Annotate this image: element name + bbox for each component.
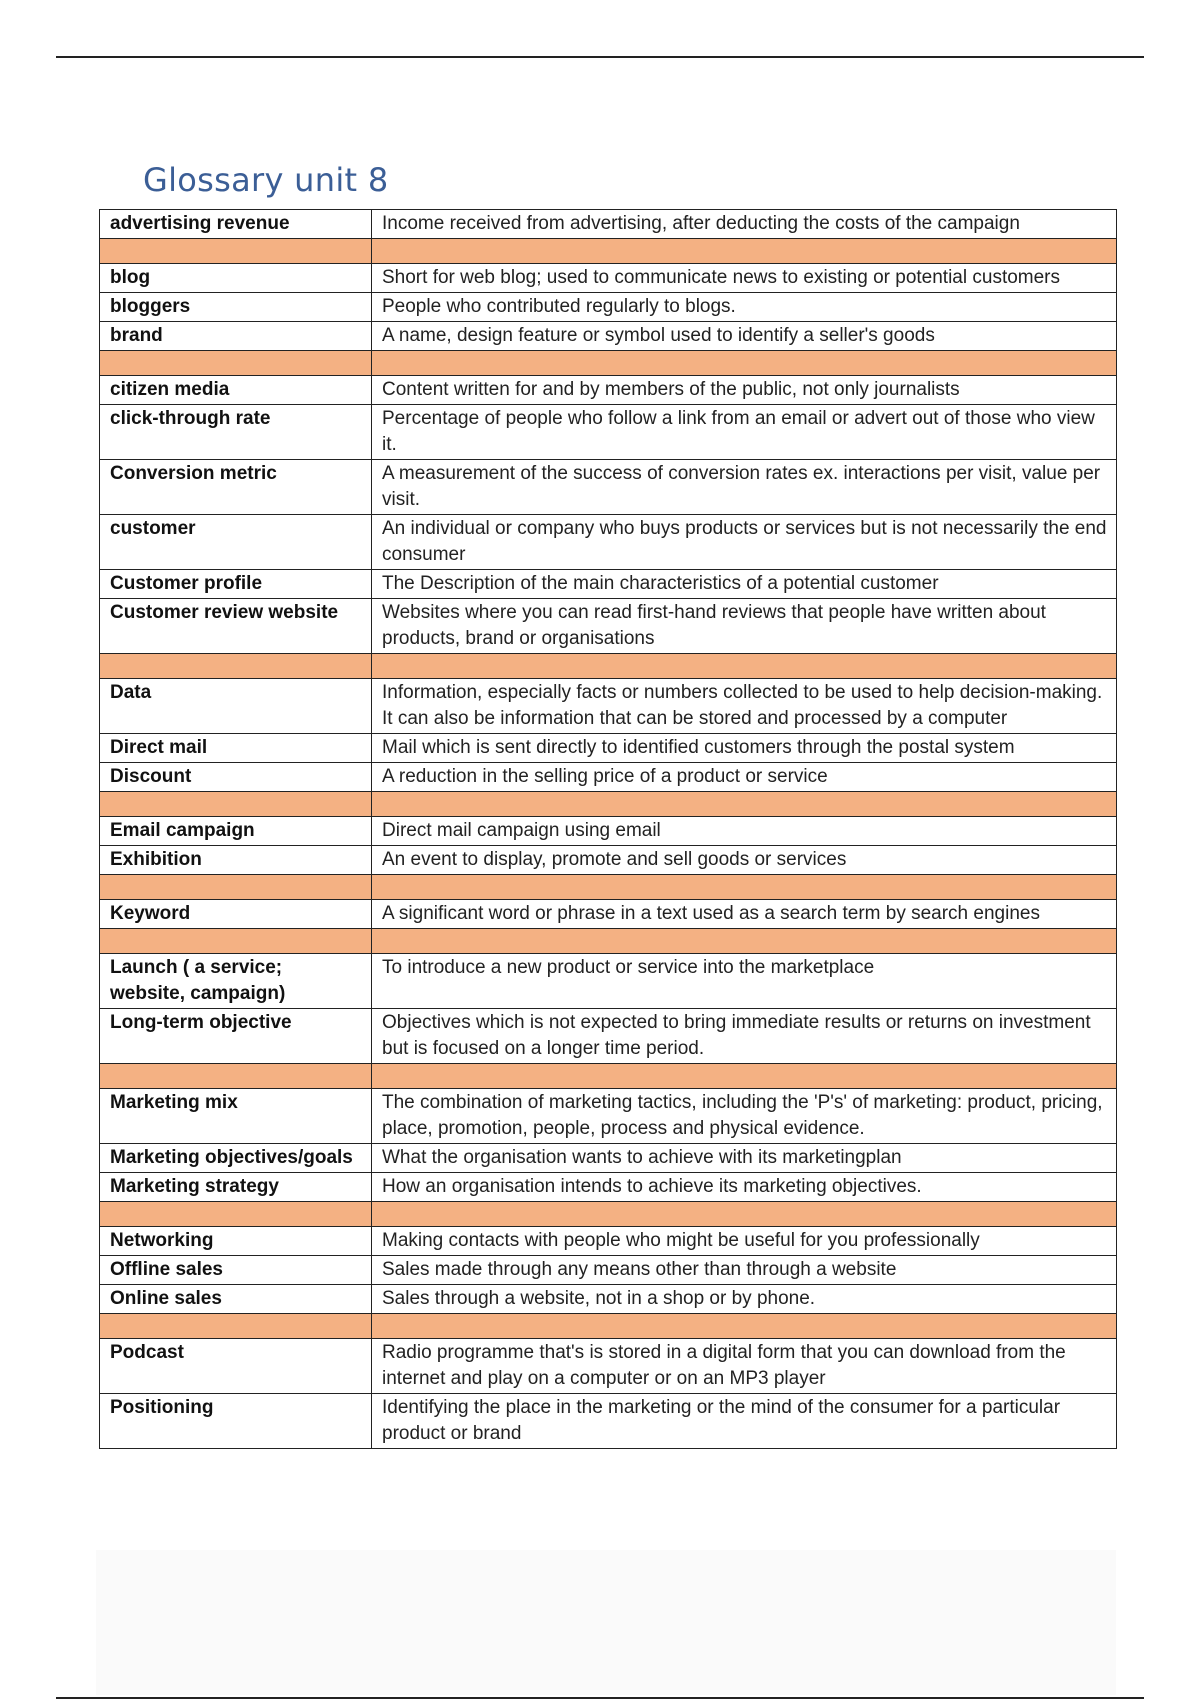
table-row	[100, 1173, 1117, 1202]
glossary-term: Keyword	[100, 900, 372, 929]
separator-cell	[100, 1314, 372, 1339]
glossary-definition: Short for web blog; used to communicate news to existing or potential customers	[372, 264, 1117, 293]
separator-cell	[372, 239, 1117, 264]
section-separator	[100, 929, 1117, 954]
table-row	[100, 599, 1117, 654]
table-row	[100, 1256, 1117, 1285]
section-separator	[100, 1314, 1117, 1339]
glossary-term: customer	[100, 515, 372, 570]
glossary-definition: Information, especially facts or numbers collected to be used to help decision-making. It can also be information that can be stored and processed by a computer	[372, 679, 1117, 734]
glossary-definition: The combination of marketing tactics, including the 'P's' of marketing: product, pricing, place, promotion, people, process and physical evidence.	[372, 1089, 1117, 1144]
separator-cell	[100, 929, 372, 954]
table-row	[100, 515, 1117, 570]
section-separator	[100, 351, 1117, 376]
glossary-term: Marketing strategy	[100, 1173, 372, 1202]
glossary-term: Data	[100, 679, 372, 734]
section-separator	[100, 239, 1117, 264]
glossary-term: Customer profile	[100, 570, 372, 599]
glossary-term: Offline sales	[100, 1256, 372, 1285]
separator-cell	[372, 351, 1117, 376]
glossary-definition: Mail which is sent directly to identified customers through the postal system	[372, 734, 1117, 763]
glossary-body	[100, 210, 1117, 1449]
glossary-definition: How an organisation intends to achieve its marketing objectives.	[372, 1173, 1117, 1202]
table-row	[100, 900, 1117, 929]
table-row	[100, 264, 1117, 293]
glossary-term: Long-term objective	[100, 1009, 372, 1064]
separator-cell	[100, 654, 372, 679]
section-separator	[100, 1064, 1117, 1089]
glossary-term: Direct mail	[100, 734, 372, 763]
glossary-definition: Content written for and by members of the public, not only journalists	[372, 376, 1117, 405]
glossary-definition: An individual or company who buys products or services but is not necessarily the end consumer	[372, 515, 1117, 570]
section-separator	[100, 792, 1117, 817]
table-row	[100, 679, 1117, 734]
separator-cell	[372, 792, 1117, 817]
glossary-table	[99, 209, 1117, 1449]
section-separator	[100, 654, 1117, 679]
table-row	[100, 1009, 1117, 1064]
glossary-definition: What the organisation wants to achieve with its marketingplan	[372, 1144, 1117, 1173]
glossary-term: citizen media	[100, 376, 372, 405]
section-separator	[100, 1202, 1117, 1227]
section-separator	[100, 875, 1117, 900]
glossary-term: Launch ( a service; website, campaign)	[100, 954, 372, 1009]
glossary-definition: Identifying the place in the marketing or the mind of the consumer for a particular product or brand	[372, 1394, 1117, 1449]
table-row	[100, 734, 1117, 763]
glossary-definition: Objectives which is not expected to bring immediate results or returns on investment but is focused on a longer time period.	[372, 1009, 1117, 1064]
table-row	[100, 1089, 1117, 1144]
glossary-term: Email campaign	[100, 817, 372, 846]
glossary-definition: To introduce a new product or service into the marketplace	[372, 954, 1117, 1009]
glossary-definition: Websites where you can read first-hand reviews that people have written about products, brand or organisations	[372, 599, 1117, 654]
glossary-term: Conversion metric	[100, 460, 372, 515]
table-row	[100, 763, 1117, 792]
glossary-definition: A significant word or phrase in a text used as a search term by search engines	[372, 900, 1117, 929]
separator-cell	[372, 1314, 1117, 1339]
glossary-term: Exhibition	[100, 846, 372, 875]
glossary-definition: A reduction in the selling price of a product or service	[372, 763, 1117, 792]
table-row	[100, 570, 1117, 599]
glossary-definition: Direct mail campaign using email	[372, 817, 1117, 846]
table-row	[100, 460, 1117, 515]
separator-cell	[100, 792, 372, 817]
table-row	[100, 405, 1117, 460]
separator-cell	[100, 1202, 372, 1227]
glossary-definition: Income received from advertising, after deducting the costs of the campaign	[372, 210, 1117, 239]
glossary-term: blog	[100, 264, 372, 293]
glossary-definition: An event to display, promote and sell goods or services	[372, 846, 1117, 875]
separator-cell	[100, 1064, 372, 1089]
glossary-term: Marketing objectives/goals	[100, 1144, 372, 1173]
table-row	[100, 1227, 1117, 1256]
page-title: Glossary unit 8	[143, 161, 389, 199]
table-row	[100, 293, 1117, 322]
glossary-term: brand	[100, 322, 372, 351]
separator-cell	[372, 875, 1117, 900]
glossary-term: Customer review website	[100, 599, 372, 654]
table-row	[100, 1144, 1117, 1173]
table-row	[100, 1285, 1117, 1314]
separator-cell	[100, 875, 372, 900]
separator-cell	[372, 929, 1117, 954]
glossary-term: Networking	[100, 1227, 372, 1256]
glossary-definition: A measurement of the success of conversion rates ex. interactions per visit, value per visit.	[372, 460, 1117, 515]
glossary-definition: Radio programme that's is stored in a digital form that you can download from the internet and play on a computer or on an MP3 player	[372, 1339, 1117, 1394]
table-row	[100, 322, 1117, 351]
table-row	[100, 1394, 1117, 1449]
glossary-definition: Sales through a website, not in a shop or by phone.	[372, 1285, 1117, 1314]
separator-cell	[100, 239, 372, 264]
glossary-definition: People who contributed regularly to blogs.	[372, 293, 1117, 322]
glossary-term: Positioning	[100, 1394, 372, 1449]
glossary-term: bloggers	[100, 293, 372, 322]
separator-cell	[372, 1064, 1117, 1089]
header-rule	[56, 56, 1144, 58]
table-row	[100, 846, 1117, 875]
table-row	[100, 376, 1117, 405]
glossary-definition: Making contacts with people who might be useful for you professionally	[372, 1227, 1117, 1256]
glossary-term: Online sales	[100, 1285, 372, 1314]
glossary-term: Podcast	[100, 1339, 372, 1394]
glossary-term: Marketing mix	[100, 1089, 372, 1144]
glossary-definition: Percentage of people who follow a link from an email or advert out of those who view it.	[372, 405, 1117, 460]
table-row	[100, 1339, 1117, 1394]
table-row	[100, 954, 1117, 1009]
glossary-term: click-through rate	[100, 405, 372, 460]
glossary-term: advertising revenue	[100, 210, 372, 239]
separator-cell	[100, 351, 372, 376]
table-row	[100, 817, 1117, 846]
table-row	[100, 210, 1117, 239]
page-footer-area	[96, 1550, 1116, 1695]
footer-rule	[56, 1697, 1144, 1699]
glossary-definition: A name, design feature or symbol used to identify a seller's goods	[372, 322, 1117, 351]
separator-cell	[372, 1202, 1117, 1227]
glossary-definition: Sales made through any means other than through a website	[372, 1256, 1117, 1285]
glossary-term: Discount	[100, 763, 372, 792]
glossary-definition: The Description of the main characteristics of a potential customer	[372, 570, 1117, 599]
separator-cell	[372, 654, 1117, 679]
